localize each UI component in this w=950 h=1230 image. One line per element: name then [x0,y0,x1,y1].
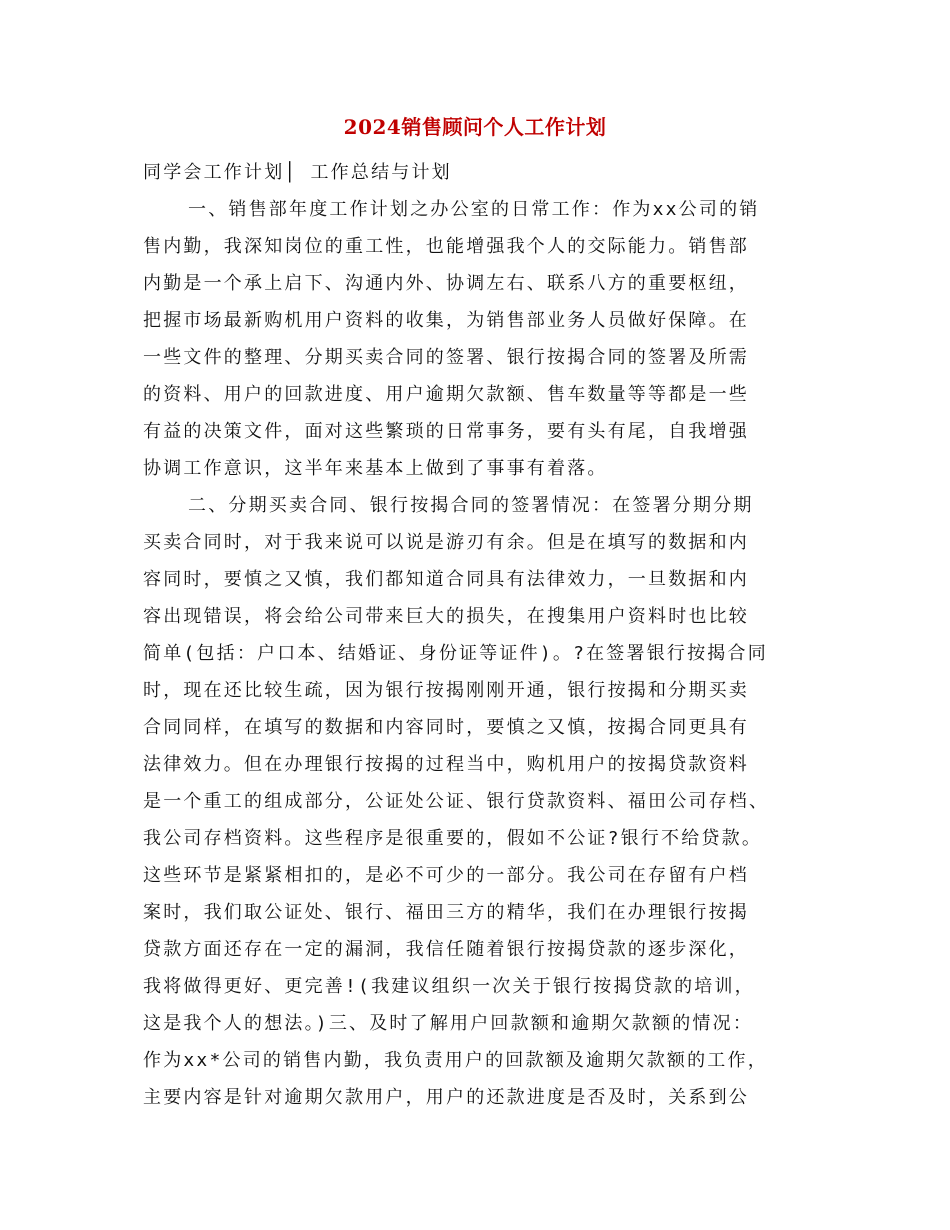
paragraph-line: 我公司存档资料。这些程序是很重要的，假如不公证?银行不给贷款。 [143,828,763,849]
paragraph-line: 容出现错误，将会给公司带来巨大的损失，在搜集用户资料时也比较 [143,606,749,627]
paragraph-line: 买卖合同时，对于我来说可以说是游刃有余。但是在填写的数据和内 [143,532,749,553]
paragraph-line: 这些环节是紧紧相扣的，是必不可少的一部分。我公司在存留有户档 [143,865,749,886]
paragraph-line: 作为xx*公司的销售内勤，我负责用户的回款额及逾期欠款额的工作， [143,1050,768,1071]
document-title: 2024销售顾问个人工作计划 [343,115,607,139]
paragraph-line: 时，现在还比较生疏，因为银行按揭刚刚开通，银行按揭和分期买卖 [143,680,749,701]
paragraph-line: 内勤是一个承上启下、沟通内外、协调左右、联系八方的重要枢纽， [143,273,749,294]
paragraph-line: 一些文件的整理、分期买卖合同的签署、银行按揭合同的签署及所需 [143,347,749,368]
paragraph-line: 合同同样，在填写的数据和内容同时，要慎之又慎，按揭合同更具有 [143,717,749,738]
paragraph-line: 是一个重工的组成部分，公证处公证、银行贷款资料、福田公司存档、 [143,791,770,812]
paragraph-line: 把握市场最新购机用户资料的收集，为销售部业务人员做好保障。在 [143,310,749,331]
subtitle-line: 同学会工作计划│ 工作总结与计划 [143,162,452,183]
paragraph-line: 我将做得更好、更完善!(我建议组织一次关于银行按揭贷款的培训， [143,976,755,997]
paragraph-line: 一、销售部年度工作计划之办公室的日常工作：作为xx公司的销 [188,199,760,220]
paragraph-line: 容同时，要慎之又慎，我们都知道合同具有法律效力，一旦数据和内 [143,569,749,590]
paragraph-line: 贷款方面还存在一定的漏洞，我信任随着银行按揭贷款的逐步深化， [143,939,749,960]
paragraph-line: 简单(包括：户口本、结婚证、身份证等证件)。?在签署银行按揭合同 [143,643,768,664]
paragraph-line: 法律效力。但在办理银行按揭的过程当中，购机用户的按揭贷款资料 [143,754,749,775]
paragraph-line: 这是我个人的想法。)三、及时了解用户回款额和逾期欠款额的情况： [143,1013,754,1034]
paragraph-line: 协调工作意识，这半年来基本上做到了事事有着落。 [143,458,608,479]
paragraph-line: 主要内容是针对逾期欠款用户，用户的还款进度是否及时，关系到公 [143,1087,749,1108]
paragraph-line: 的资料、用户的回款进度、用户逾期欠款额、售车数量等等都是一些 [143,384,749,405]
paragraph-line: 二、分期买卖合同、银行按揭合同的签署情况：在签署分期分期 [188,495,754,516]
paragraph-line: 案时，我们取公证处、银行、福田三方的精华，我们在办理银行按揭 [143,902,749,923]
paragraph-line: 售内勤，我深知岗位的重工性，也能增强我个人的交际能力。销售部 [143,236,749,257]
paragraph-line: 有益的决策文件，面对这些繁琐的日常事务，要有头有尾，自我增强 [143,421,749,442]
